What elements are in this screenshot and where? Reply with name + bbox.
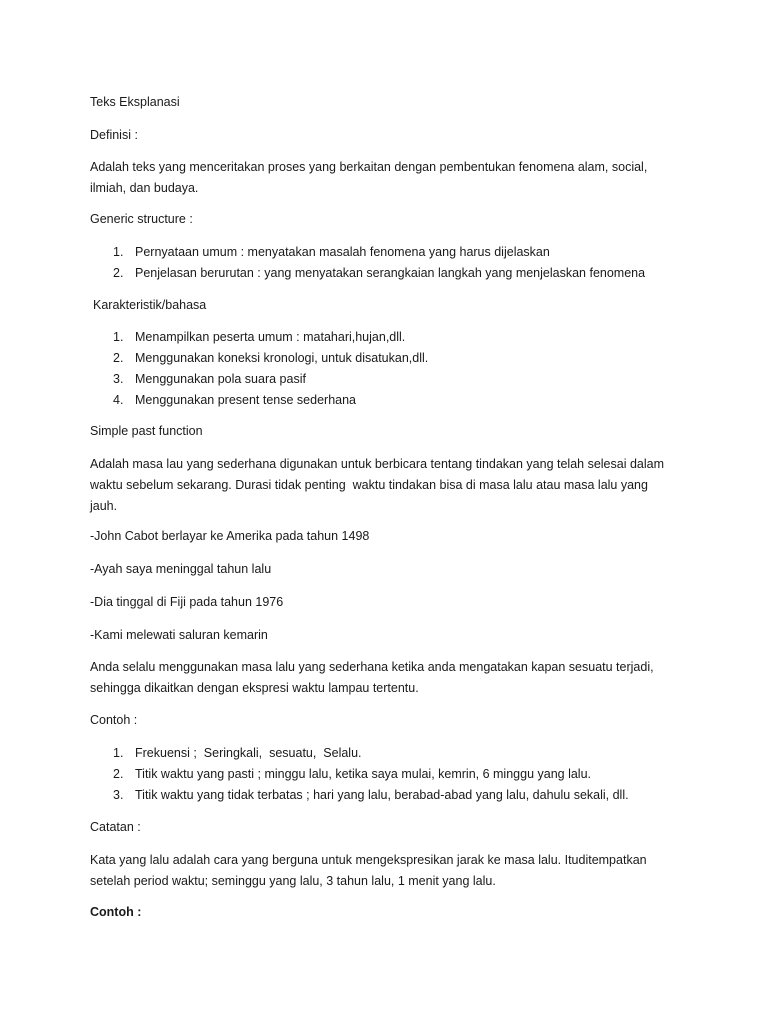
document-title: Teks Eksplanasi [90,95,180,109]
list-item: 2. Titik waktu yang pasti ; minggu lalu, ketika saya mulai, kemrin, 6 minggu yang lalu. [113,767,591,781]
generic-structure-list [90,242,645,284]
example-sentence: -John Cabot berlayar ke Amerika pada tahun 1498 [90,529,370,543]
example-sentence: -Ayah saya meninggal tahun lalu [90,562,272,576]
list-item: 1. Pernyataan umum : menyatakan masalah fenomena yang harus dijelaskan [113,245,550,259]
generic-structure-heading: Generic structure : [90,212,193,226]
anda-paragraph: Anda selalu menggunakan masa lalu yang sederhana ketika anda mengatakan kapan sesuatu terjadi, sehingga dikaitkan dengan ekspresi waktu lampau tertentu. [90,660,654,695]
definisi-heading: Definisi : [90,128,138,142]
example-sentence: -Dia tinggal di Fiji pada tahun 1976 [90,595,284,609]
list-item: 2. Penjelasan berurutan : yang menyatakan serangkaian langkah yang menjelaskan fenomena [113,266,646,280]
contoh-heading: Contoh : [90,713,138,727]
catatan-heading: Catatan : [90,820,141,834]
list-item: 3. Titik waktu yang tidak terbatas ; hari yang lalu, berabad-abad yang lalu, dahulu sekali, dll. [113,788,629,802]
contoh-list [90,743,629,806]
list-item: 3. Menggunakan pola suara pasif [113,372,306,386]
list-item: 2. Menggunakan koneksi kronologi, untuk disatukan,dll. [113,351,429,365]
karakteristik-heading: Karakteristik/bahasa [93,298,207,312]
karakteristik-list [90,327,428,411]
example-sentence: -Kami melewati saluran kemarin [90,628,268,642]
simple-past-heading: Simple past function [90,424,203,438]
simple-past-paragraph: Adalah masa lau yang sederhana digunakan untuk berbicara tentang tindakan yang telah selesai dalam waktu sebelum sekarang. Durasi tidak penting waktu tindakan bisa di masa lalu atau masa lalu yang jauh. [90,457,665,513]
list-item: 1. Frekuensi ; Seringkali, sesuatu, Selalu. [113,746,362,760]
list-item: 1. Menampilkan peserta umum : matahari,hujan,dll. [113,330,406,344]
list-item: 4. Menggunakan present tense sederhana [113,393,356,407]
catatan-paragraph: Kata yang lalu adalah cara yang berguna untuk mengekspresikan jarak ke masa lalu. Ituditempatkan setelah period waktu; seminggu yang lalu, 3 tahun lalu, 1 menit yang lalu. [90,853,647,888]
definisi-paragraph: Adalah teks yang menceritakan proses yang berkaitan dengan pembentukan fenomena alam, social, ilmiah, dan budaya. [90,160,648,195]
contoh-heading-2: Contoh : [90,905,142,919]
